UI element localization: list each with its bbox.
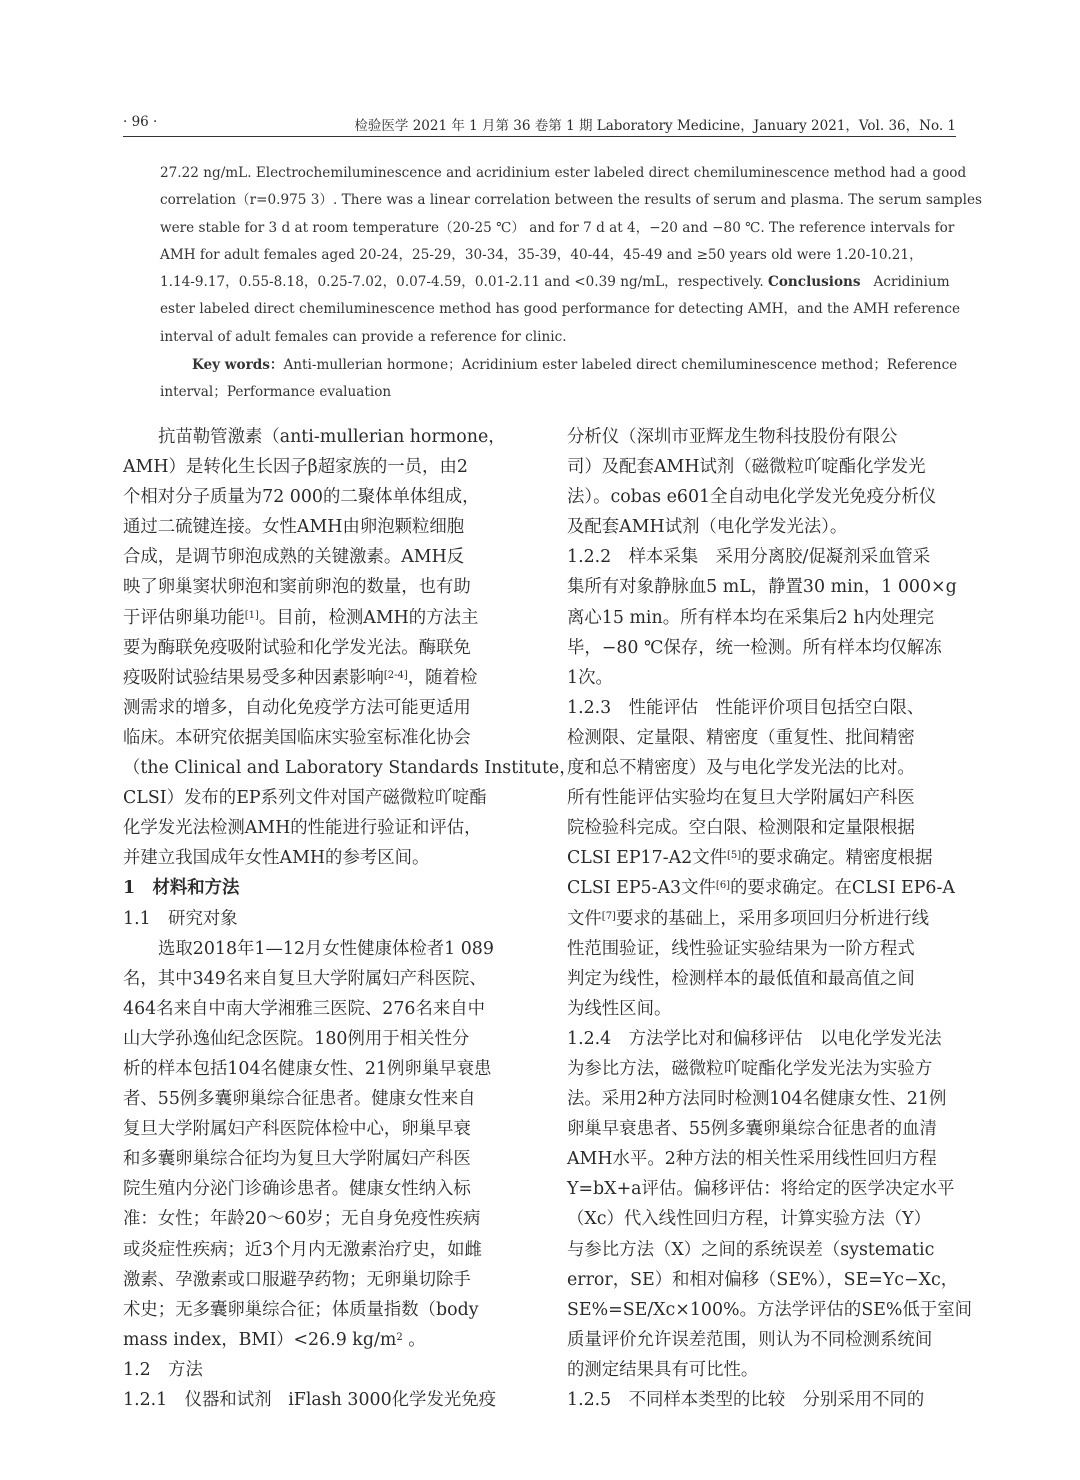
text-line: 激素、孕激素或口服避孕药物；无卵巢切除手 xyxy=(123,1269,471,1290)
keywords xyxy=(160,352,958,407)
text-line: 或炎症性疾病；近3个月内无激素治疗史，如雌 xyxy=(123,1239,482,1260)
text-line: 要为酶联免疫吸附试验和化学发光法。酶联免 xyxy=(123,637,471,658)
text-line: SE%=SE/Xc×100%。方法学评估的SE%低于室间 xyxy=(567,1299,973,1320)
text-line: error，SE）和相对偏移（SE%），SE=Yc−Xc， xyxy=(567,1269,959,1290)
section-heading: 1 材料和方法 xyxy=(123,878,240,899)
abstract-line: correlation（r=0.975 3）. There was a linear correlation between the results of serum and plasma. The serum samples xyxy=(160,192,982,209)
text-line: 法。采用2种方法同时检测104名健康女性、21例 xyxy=(567,1089,947,1110)
text-line: 术史；无多囊卵巢综合征；体质量指数（body xyxy=(123,1299,479,1320)
citation-ref: [7] xyxy=(601,910,616,922)
text-line: 疫吸附试验结果易受多种因素影响[2-4]，随着检 xyxy=(123,667,478,688)
keywords-text: interval；Performance evaluation xyxy=(160,384,392,401)
keywords-label: Key words： xyxy=(192,357,284,373)
text-line: 并建立我国成年女性AMH的参考区间。 xyxy=(123,848,430,869)
abstract-line: 27.22 ng/mL. Electrochemiluminescence and acridinium ester labeled direct chemiluminescence method had a good xyxy=(160,165,967,181)
text-line: 院检验科完成。空白限、检测限和定量限根据 xyxy=(567,818,915,839)
text-line: 合成，是调节卵泡成熟的关键激素。AMH反 xyxy=(123,547,465,568)
keywords-text: Anti-mullerian hormone；Acridinium ester labeled direct chemiluminescence method；Reference xyxy=(283,357,958,373)
citation-ref: [1] xyxy=(244,609,259,621)
abstract-line: ester labeled direct chemiluminescence method has good performance for detecting AMH，and the AMH reference xyxy=(160,301,961,318)
right-column xyxy=(567,422,973,1415)
text-line: 检测限、定量限、精密度（重复性、批间精密 xyxy=(567,727,915,748)
abstract-line: were stable for 3 d at room temperature（20-25 ℃） and for 7 d at 4，−20 and −80 ℃. The reference intervals for xyxy=(160,219,955,236)
text-line: 性范围验证，线性验证实验结果为一阶方程式 xyxy=(567,938,915,959)
text-line: 化学发光法检测AMH的性能进行验证和评估， xyxy=(123,818,482,839)
running-header xyxy=(123,112,956,136)
text-line: （Xc）代入线性回归方程，计算实验方法（Y） xyxy=(567,1209,932,1230)
citation-ref: [5] xyxy=(726,850,742,862)
text-line: 临床。本研究依据美国临床实验室标准化协会 xyxy=(123,727,471,748)
abstract-line: interval of adult females can provide a reference for clinic. xyxy=(160,328,567,345)
text-line: 1.2.4 方法学比对和偏移评估 以电化学发光法 xyxy=(567,1028,942,1049)
text-line: 与参比方法（X）之间的系统误差（systematic xyxy=(567,1239,935,1260)
text-line: 1.2.2 样本采集 采用分离胶/促凝剂采血管采 xyxy=(567,547,931,568)
text-line: 通过二硫键连接。女性AMH由卵泡颗粒细胞 xyxy=(123,517,465,538)
left-column xyxy=(123,422,577,1415)
subsection-heading: 1.1 研究对象 xyxy=(123,908,238,929)
text-line: 个相对分子质量为72 000的二聚体单体组成， xyxy=(123,487,480,508)
abstract-line: 1.14-9.17，0.55-8.18，0.25-7.02，0.07-4.59，0.01-2.11 and <0.39 ng/mL，respectively. Conclusions Acridinium xyxy=(160,274,950,291)
text-line: 映了卵巢窦状卵泡和窦前卵泡的数量，也有助 xyxy=(123,577,471,598)
text-line: 1.2.5 不同样本类型的比较 分别采用不同的 xyxy=(567,1390,925,1410)
conclusions-label: Conclusions xyxy=(768,274,861,291)
citation-ref: [6] xyxy=(715,880,731,892)
text-line: Y=bX+a评估。偏移评估：将给定的医学决定水平 xyxy=(567,1179,955,1200)
text-line: 离心15 min。所有样本均在采集后2 h内处理完 xyxy=(567,607,934,628)
text-line: CLSI EP17-A2文件[5]的要求确定。精密度根据 xyxy=(567,848,933,869)
text-line: 法）。cobas e601全自动电化学发光免疫分析仪 xyxy=(567,487,937,508)
text-line: AMH）是转化生长因子β超家族的一员，由2 xyxy=(123,457,468,478)
text-line: （the Clinical and Laboratory Standards Institute， xyxy=(123,758,577,779)
text-line: 为参比方法，磁微粒吖啶酯化学发光法为实验方 xyxy=(567,1058,933,1079)
abstract-line: AMH for adult females aged 20-24，25-29，30-34，35-39，40-44，45-49 and ≥50 years old were 1.20-10.21， xyxy=(160,246,923,263)
text-line: 抗苗勒管激素（anti-mullerian hormone， xyxy=(158,427,506,447)
page-number: · 96 · xyxy=(123,114,158,130)
text-line: 1次。 xyxy=(567,667,613,688)
text-line: 于评估卵巢功能[1]。目前，检测AMH的方法主 xyxy=(123,607,479,628)
text-line: 度和总不精密度）及与电化学发光法的比对。 xyxy=(567,758,915,779)
header-rule xyxy=(123,136,956,137)
subsection-heading: 1.2.1 仪器和试剂 xyxy=(123,1390,272,1410)
text-line: 判定为线性，检测样本的最低值和最高值之间 xyxy=(567,968,915,989)
text-line: 准：女性；年龄20～60岁；无自身免疫性疾病 xyxy=(123,1209,481,1230)
text-line: 所有性能评估实验均在复旦大学附属妇产科医 xyxy=(567,788,915,809)
text-line: AMH水平。2种方法的相关性采用线性回归方程 xyxy=(567,1149,937,1170)
text-line: 选取2018年1—12月女性健康体检者1 089 xyxy=(158,938,494,959)
text-line: 及配套AMH试剂（电化学发光法）。 xyxy=(567,517,848,538)
text-line: 测需求的增多，自动化免疫学方法可能更适用 xyxy=(123,697,471,718)
text-line: 分析仪（深圳市亚辉龙生物科技股份有限公 xyxy=(567,427,898,447)
text-line: mass index，BMI）<26.9 $kg/m^2$ 。 xyxy=(123,1329,426,1350)
text-line: 质量评价允许误差范围，则认为不同检测系统间 xyxy=(567,1329,933,1350)
text-line: 复旦大学附属妇产科医院体检中心，卵巢早衰 xyxy=(123,1119,471,1140)
citation-ref: [2-4] xyxy=(383,669,408,681)
text-line: CLSI）发布的EP系列文件对国产磁微粒吖啶酯 xyxy=(123,788,487,809)
text-line: 毕，−80 ℃保存，统一检测。所有样本均仅解冻 xyxy=(567,637,942,658)
journal-citation: 检验医学 2021 年 1 月第 36 卷第 1 期 Laboratory Medicine，January 2021，Vol. 36，No. 1 xyxy=(354,118,956,134)
text-line: 464名来自中南大学湘雅三医院、276名来自中 xyxy=(123,998,486,1019)
text-line: 为线性区间。 xyxy=(567,998,672,1019)
subsection-heading: 1.2 方法 xyxy=(123,1359,203,1380)
text-line: 1.2.1 仪器和试剂 iFlash 3000化学发光免疫 xyxy=(123,1390,497,1410)
text-line: 1.2.3 性能评估 性能评价项目包括空白限、 xyxy=(567,697,925,718)
text-line: 卵巢早衰患者、55例多囊卵巢综合征患者的血清 xyxy=(567,1119,937,1140)
text-line: 院生殖内分泌门诊确诊患者。健康女性纳入标 xyxy=(123,1179,471,1200)
text-line: CLSI EP5-A3文件[6]的要求确定。在CLSI EP6-A xyxy=(567,878,955,899)
text-line: 文件[7]要求的基础上，采用多项回归分析进行线 xyxy=(567,908,930,929)
text-line: 司）及配套AMH试剂（磁微粒吖啶酯化学发光 xyxy=(567,457,926,478)
text-line: 山大学孙逸仙纪念医院。180例用于相关性分 xyxy=(123,1028,470,1049)
text-line: 和多囊卵巢综合征均为复旦大学附属妇产科医 xyxy=(123,1149,471,1170)
text-line: 的测定结果具有可比性。 xyxy=(567,1359,759,1380)
text-line: 名，其中349名来自复旦大学附属妇产科医院、 xyxy=(123,968,487,989)
english-abstract xyxy=(160,160,982,351)
text-line: 者、55例多囊卵巢综合征患者。健康女性来自 xyxy=(123,1089,476,1110)
text-line: 析的样本包括104名健康女性、21例卵巢早衰患 xyxy=(123,1058,492,1079)
text-line: 集所有对象静脉血5 mL，静置30 min，1 000×g xyxy=(567,577,957,598)
